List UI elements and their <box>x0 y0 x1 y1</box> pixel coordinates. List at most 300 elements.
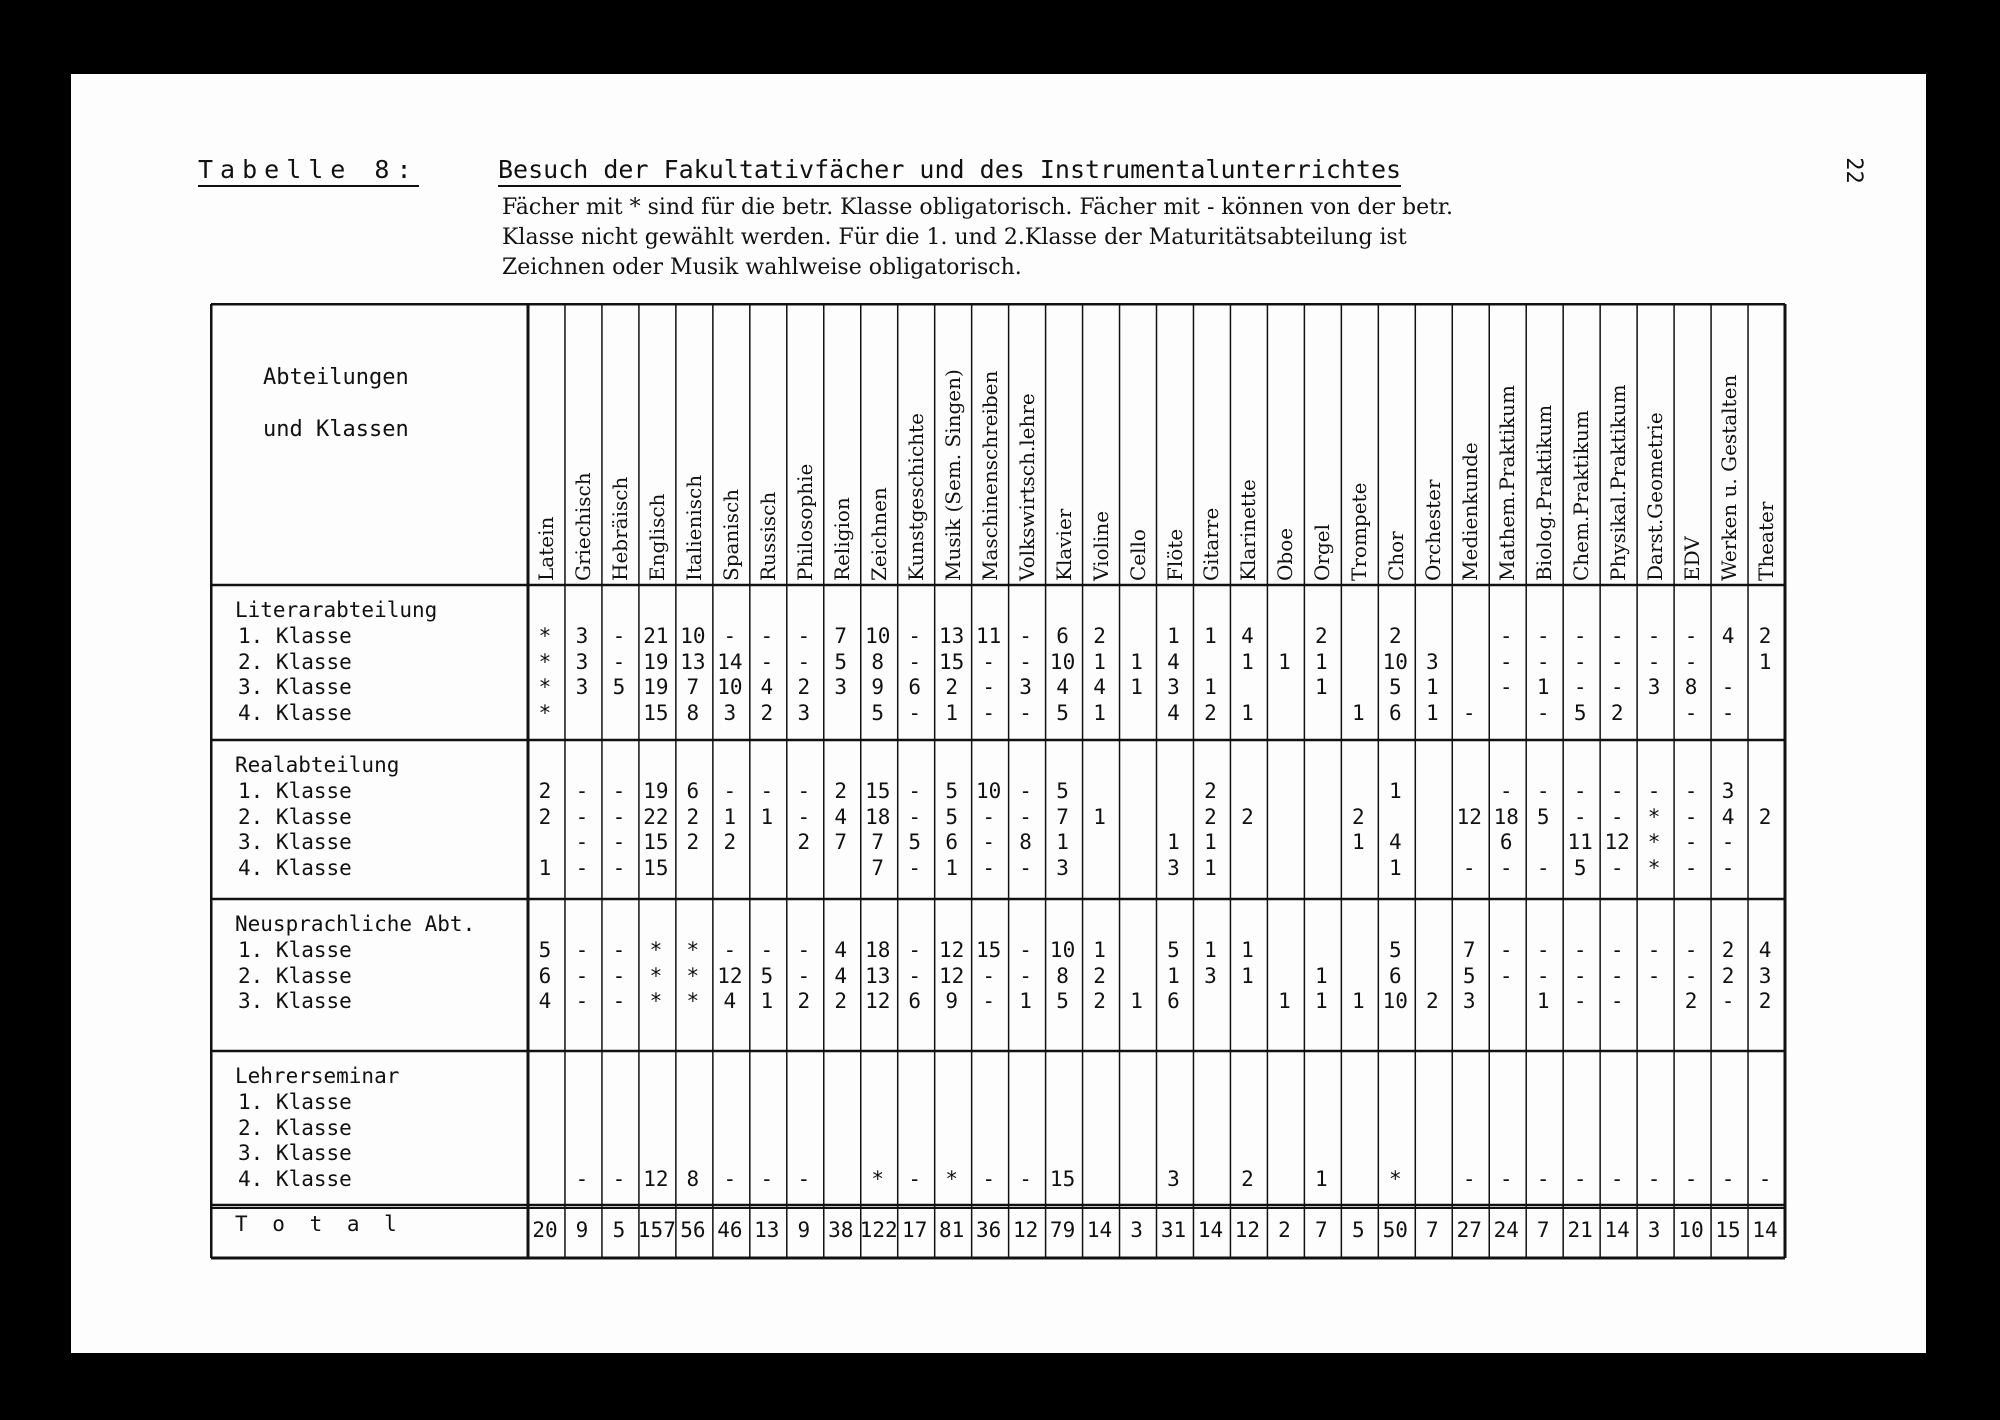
table-cell: - <box>1019 855 1032 880</box>
table-cell: 7 <box>871 855 885 880</box>
table-cell: * <box>649 963 663 988</box>
total-cell: 12 <box>1234 1218 1261 1242</box>
table-cell: - <box>797 963 811 988</box>
table-cell: - <box>1610 779 1624 803</box>
table-cell: 2 <box>1758 804 1772 829</box>
table-cell: 1 <box>1130 649 1143 674</box>
table-cell: - <box>908 855 922 880</box>
table-cell: 4 <box>760 675 774 699</box>
table-cell: 1 <box>945 855 958 880</box>
table-cell: 1 <box>1093 700 1106 725</box>
table-cell: 7 <box>834 624 848 648</box>
table-cell: 10 <box>865 624 891 648</box>
subject-label: Musik (Sem. Singen) <box>940 369 965 581</box>
subject-header <box>1122 301 1152 581</box>
total-cell: 15 <box>1715 1218 1741 1242</box>
table-cell: - <box>612 624 626 648</box>
total-cell: 9 <box>575 1218 589 1242</box>
table-cell: - <box>612 830 626 854</box>
table-cell: 3 <box>1167 1166 1180 1191</box>
table-cell: - <box>760 779 774 803</box>
subject-header <box>1011 301 1041 581</box>
table-cell: 3 <box>1167 855 1180 880</box>
total-cell: 50 <box>1382 1218 1408 1242</box>
table-cell: - <box>908 1166 922 1191</box>
table-cell: - <box>723 779 737 803</box>
subject-header <box>530 301 560 581</box>
table-cell: 2 <box>797 830 811 854</box>
table-cell: - <box>723 624 737 648</box>
table-cell: - <box>1610 938 1624 962</box>
subject-label: Flöte <box>1162 528 1187 581</box>
table-cell: 4 <box>834 963 848 988</box>
subject-label: Cello <box>1125 529 1150 581</box>
table-cell: 5 <box>945 779 958 803</box>
total-cell: 79 <box>1049 1218 1076 1242</box>
table-cell: 6 <box>1167 989 1180 1013</box>
subject-header <box>789 301 819 581</box>
subject-header <box>1380 301 1410 581</box>
table-cell: - <box>1610 624 1624 648</box>
table-cell: 2 <box>1093 989 1106 1013</box>
table-cell: - <box>1721 675 1735 699</box>
subject-label: Griechisch <box>570 472 595 581</box>
table-cell: - <box>760 624 774 648</box>
header-und-klassen: und Klassen <box>263 417 409 442</box>
table-cell: 5 <box>1573 700 1587 725</box>
subject-header <box>1417 301 1447 581</box>
total-cell: 56 <box>680 1218 706 1242</box>
table-cell: 1 <box>1167 830 1180 854</box>
table-cell: 5 <box>945 804 958 829</box>
total-cell: 20 <box>532 1218 558 1242</box>
table-cell: - <box>1462 1166 1476 1191</box>
table-cell: - <box>797 779 811 803</box>
subject-label: Klarinette <box>1236 479 1261 581</box>
table-cell: 1 <box>538 855 552 880</box>
table-cell: 13 <box>865 963 891 988</box>
note-line-3: Zeichnen oder Musik wahlweise obligatorisch. <box>502 255 1022 280</box>
table-cell: 1 <box>1241 963 1254 988</box>
table-cell: - <box>1610 989 1624 1013</box>
table-cell: 2 <box>797 675 811 699</box>
subject-label: Darst.Geometrie <box>1643 412 1668 581</box>
table-cell: 7 <box>871 830 885 854</box>
subject-label: Theater <box>1754 501 1779 581</box>
table-cell: - <box>575 1166 589 1191</box>
table-cell: - <box>1499 855 1513 880</box>
table-cell: 2 <box>538 804 552 829</box>
table-cell: 1 <box>760 804 774 829</box>
table-cell: 2 <box>834 779 848 803</box>
table-cell: * <box>538 649 552 674</box>
subject-header <box>567 301 597 581</box>
table-cell: 4 <box>1056 675 1069 699</box>
table-cell: - <box>1684 963 1698 988</box>
subject-label: Volkswirtsch.lehre <box>1014 393 1039 581</box>
table-cell: 12 <box>643 1166 669 1191</box>
table-cell: - <box>723 1166 737 1191</box>
table-cell: 3 <box>1056 855 1069 880</box>
table-cell: - <box>982 804 995 829</box>
table-cell: - <box>1573 1166 1587 1191</box>
table-cell: * <box>945 1166 958 1191</box>
table-cell: 19 <box>643 649 669 674</box>
table-cell: - <box>908 700 922 725</box>
table-cell: 2 <box>1758 989 1772 1013</box>
table-cell: 1 <box>1093 649 1106 674</box>
table-cell: 1 <box>1536 675 1550 699</box>
table-cell: 2 <box>760 700 774 725</box>
table-cell: 2 <box>1721 938 1735 962</box>
total-cell: 14 <box>1197 1218 1224 1242</box>
table-cell: 11 <box>1567 830 1593 854</box>
table-cell: - <box>1684 855 1698 880</box>
table-cell: 2 <box>1204 779 1217 803</box>
table-cell: - <box>612 989 626 1013</box>
table-cell: 2 <box>1758 624 1772 648</box>
table-cell: - <box>1721 700 1735 725</box>
table-cell: 15 <box>1049 1166 1076 1191</box>
table-cell: 2 <box>723 830 737 854</box>
table-cell: 18 <box>865 938 891 962</box>
row-label: 3. Klasse <box>238 1141 352 1165</box>
table-cell: 12 <box>865 989 891 1013</box>
subject-label: Gitarre <box>1199 507 1224 581</box>
table-cell: - <box>1499 779 1513 803</box>
table-cell: 7 <box>834 830 848 854</box>
table-cell: 2 <box>1204 700 1217 725</box>
table-cell: * <box>538 624 552 648</box>
subject-header <box>678 301 708 581</box>
total-cell: 21 <box>1567 1218 1593 1242</box>
subject-header <box>1343 301 1373 581</box>
table-cell: 5 <box>1388 938 1402 962</box>
table-cell: 13 <box>680 649 706 674</box>
table-cell: 1 <box>1352 700 1365 725</box>
table-cell: - <box>1647 938 1661 962</box>
table-cell: - <box>1499 649 1513 674</box>
table-cell: 1 <box>1278 649 1291 674</box>
table-cell: - <box>1536 624 1550 648</box>
table-cell: - <box>1019 624 1032 648</box>
table-cell: - <box>1499 1166 1513 1191</box>
table-cell: - <box>1573 963 1587 988</box>
table-cell: 22 <box>643 804 669 829</box>
table-cell: 6 <box>1388 700 1402 725</box>
subject-header <box>1232 301 1262 581</box>
subject-label: Physikal.Praktikum <box>1606 384 1631 581</box>
table-cell: 2 <box>1093 963 1106 988</box>
table-cell: 6 <box>1056 624 1069 648</box>
table-cell: - <box>1684 649 1698 674</box>
table-cell: 5 <box>834 649 848 674</box>
note-line-1: Fächer mit * sind für die betr. Klasse obligatorisch. Fächer mit - können von der betr. <box>502 195 1454 220</box>
table-cell: 10 <box>717 675 743 699</box>
table-cell: - <box>612 963 626 988</box>
table-cell: 5 <box>538 938 552 962</box>
table-cell: 1 <box>1130 989 1143 1013</box>
total-cell: 3 <box>1130 1218 1143 1242</box>
table-cell: 2 <box>1315 624 1328 648</box>
table-cell: 1 <box>1204 855 1217 880</box>
table-cell: 1 <box>760 989 774 1013</box>
row-label: 3. Klasse <box>238 830 352 854</box>
subject-header <box>826 301 856 581</box>
table-cell: - <box>1536 779 1550 803</box>
table-cell: - <box>723 938 737 962</box>
subject-header <box>1306 301 1336 581</box>
table-cell: 1 <box>1204 938 1217 962</box>
table-cell: - <box>908 963 922 988</box>
table-cell: 1 <box>1093 804 1106 829</box>
total-cell: 27 <box>1456 1218 1482 1242</box>
subject-label: Italienisch <box>681 474 706 581</box>
table-cell: 5 <box>908 830 922 854</box>
row-label: 2. Klasse <box>238 804 352 829</box>
table-cell: * <box>1647 804 1661 829</box>
table-cell: - <box>797 1166 811 1191</box>
table-cell: 7 <box>1462 938 1476 962</box>
table-cell: - <box>1536 963 1550 988</box>
subject-header <box>863 301 893 581</box>
table-cell: - <box>760 649 774 674</box>
table-cell: 2 <box>1093 624 1106 648</box>
table-cell: - <box>982 675 995 699</box>
table-cell: 4 <box>1093 675 1106 699</box>
table-cell: - <box>797 938 811 962</box>
subject-header <box>1195 301 1225 581</box>
table-cell: 4 <box>1758 938 1772 962</box>
total-cell: 10 <box>1678 1218 1704 1242</box>
subject-label: Religion <box>829 497 854 581</box>
table-cell: - <box>1019 779 1032 803</box>
table-cell: - <box>1721 1166 1735 1191</box>
table-cell: 19 <box>643 675 669 699</box>
row-label: 2. Klasse <box>238 649 352 674</box>
table-cell: 2 <box>1425 989 1439 1013</box>
row-label: 4. Klasse <box>238 1166 352 1191</box>
table-cell: 3 <box>575 624 589 648</box>
table-cell: - <box>797 649 811 674</box>
table-cell: 6 <box>1388 963 1402 988</box>
table-cell: - <box>982 1166 995 1191</box>
subject-label: Chem.Praktikum <box>1569 410 1594 581</box>
total-cell: 13 <box>754 1218 780 1242</box>
table-cell: 1 <box>1093 938 1106 962</box>
total-cell: 81 <box>939 1218 965 1242</box>
table-cell: - <box>982 963 995 988</box>
table-cell: - <box>575 989 589 1013</box>
subject-label: Chor <box>1384 531 1409 581</box>
table-cell: - <box>1610 855 1624 880</box>
subject-label: Trompete <box>1347 482 1372 581</box>
table-cell: 5 <box>1388 675 1402 699</box>
table-cell: 4 <box>1167 700 1180 725</box>
subject-label: EDV <box>1680 536 1705 581</box>
table-cell: 3 <box>1758 963 1772 988</box>
table-cell: - <box>1721 855 1735 880</box>
table-cell: - <box>1573 938 1587 962</box>
table-cell: 1 <box>1167 624 1180 648</box>
subject-label: Maschinenschreiben <box>977 370 1002 581</box>
table-cell: 1 <box>1167 963 1180 988</box>
table-cell: 1 <box>1241 938 1254 962</box>
table-cell: - <box>908 938 922 962</box>
table-cell: 1 <box>1019 989 1032 1013</box>
table-cell: 15 <box>643 830 669 854</box>
subject-header <box>1491 301 1521 581</box>
subject-header <box>1750 301 1780 581</box>
subject-label: Philosophie <box>792 463 817 581</box>
table-cell: - <box>797 804 811 829</box>
subject-label: Medienkunde <box>1458 442 1483 581</box>
table-cell: 1 <box>1241 649 1254 674</box>
table-cell: - <box>982 700 995 725</box>
table-cell: 2 <box>686 804 700 829</box>
table-cell: 15 <box>939 649 965 674</box>
table-cell: - <box>1462 700 1476 725</box>
table-cell: 1 <box>1352 830 1365 854</box>
total-cell: 17 <box>902 1218 928 1242</box>
table-cell: * <box>1647 830 1661 854</box>
row-label: 3. Klasse <box>238 989 352 1013</box>
table-cell: 8 <box>1684 675 1698 699</box>
table-cell: 4 <box>1388 830 1402 854</box>
subject-label: Englisch <box>644 493 669 581</box>
row-label: 1. Klasse <box>238 779 352 803</box>
table-cell: - <box>1462 855 1476 880</box>
table-cell: 10 <box>1382 649 1408 674</box>
table-cell: - <box>1610 804 1624 829</box>
table-cell: - <box>1573 804 1587 829</box>
table-cell: 12 <box>1456 804 1482 829</box>
table-cell: - <box>760 938 774 962</box>
subject-header <box>1159 301 1189 581</box>
table-cell: - <box>1684 804 1698 829</box>
table-cell: * <box>538 675 552 699</box>
table-cell: 2 <box>686 830 700 854</box>
table-cell: 4 <box>1167 649 1180 674</box>
table-cell: - <box>1684 624 1698 648</box>
table-cell: 2 <box>1684 989 1698 1013</box>
subject-label: Kunstgeschichte <box>903 413 928 581</box>
table-cell: 5 <box>1573 855 1587 880</box>
table-cell: 1 <box>1388 855 1402 880</box>
table-cell: 19 <box>643 779 669 803</box>
table-title: Besuch der Fakultativfächer und des Instrumentalunterrichtes <box>498 155 1401 187</box>
table-cell: 1 <box>1425 700 1439 725</box>
table-cell: - <box>982 649 995 674</box>
subject-label: Oboe <box>1273 527 1298 581</box>
row-label: 1. Klasse <box>238 624 352 648</box>
table-cell: - <box>1684 830 1698 854</box>
table-cell: - <box>908 624 922 648</box>
table-cell: 7 <box>686 675 700 699</box>
subject-header <box>1676 301 1706 581</box>
table-cell: 1 <box>1315 649 1328 674</box>
table-cell: * <box>686 963 700 988</box>
table-cell: 5 <box>612 675 626 699</box>
table-cell: 6 <box>908 989 922 1013</box>
table-cell: * <box>686 938 700 962</box>
table-cell: 1 <box>1315 963 1328 988</box>
total-cell: 31 <box>1160 1218 1187 1242</box>
total-cell: 24 <box>1493 1218 1519 1242</box>
total-cell: 3 <box>1647 1218 1661 1242</box>
table-cell: - <box>1019 938 1032 962</box>
total-cell: 36 <box>975 1218 1002 1242</box>
table-cell: - <box>760 1166 774 1191</box>
table-cell: - <box>1536 700 1550 725</box>
subject-header <box>641 301 671 581</box>
subject-label: Orgel <box>1310 524 1335 581</box>
table-cell: 3 <box>575 649 589 674</box>
table-cell: - <box>612 649 626 674</box>
table-cell: - <box>1647 963 1661 988</box>
subject-header <box>1713 301 1743 581</box>
table-cell: 14 <box>717 649 743 674</box>
table-cell: 3 <box>1167 675 1180 699</box>
table-cell: 3 <box>1019 675 1032 699</box>
table-label: Tabelle 8: <box>198 155 419 187</box>
total-cell: 122 <box>859 1218 898 1242</box>
table-cell: 1 <box>1352 989 1365 1013</box>
subject-header <box>974 301 1004 581</box>
table-cell: 1 <box>945 700 958 725</box>
table-cell: 5 <box>1056 989 1069 1013</box>
table-cell: 5 <box>1462 963 1476 988</box>
total-cell: 157 <box>637 1218 676 1242</box>
table-cell: * <box>686 989 700 1013</box>
table-cell: 1 <box>1204 624 1217 648</box>
table-cell: - <box>1499 963 1513 988</box>
table-cell: 5 <box>1536 804 1550 829</box>
table-cell: 2 <box>945 675 958 699</box>
total-cell: 5 <box>612 1218 626 1242</box>
table-cell: 8 <box>686 1166 700 1191</box>
table-cell: - <box>1499 624 1513 648</box>
table-cell: 2 <box>797 989 811 1013</box>
table-cell: 3 <box>1647 675 1661 699</box>
row-label: 3. Klasse <box>238 675 352 699</box>
total-cell: 7 <box>1315 1218 1328 1242</box>
total-cell: 46 <box>717 1218 743 1242</box>
table-cell: 8 <box>686 700 700 725</box>
table-cell: 10 <box>975 779 1002 803</box>
subject-label: Hebräisch <box>607 476 632 581</box>
table-cell: 4 <box>1721 624 1735 648</box>
table-cell: 4 <box>538 989 552 1013</box>
table-cell: 8 <box>871 649 885 674</box>
total-cell: 7 <box>1536 1218 1550 1242</box>
subject-header <box>1048 301 1078 581</box>
subject-label: Spanisch <box>718 488 743 581</box>
table-cell: 2 <box>1241 1166 1254 1191</box>
table-cell: 21 <box>643 624 669 648</box>
row-label: 1. Klasse <box>238 1090 352 1114</box>
table-cell: - <box>612 938 626 962</box>
table-cell: 2 <box>1610 700 1624 725</box>
subject-header <box>1565 301 1595 581</box>
table-cell: 3 <box>1462 989 1476 1013</box>
note-line-2: Klasse nicht gewählt werden. Für die 1. und 2.Klasse der Maturitätsabteilung ist <box>502 225 1407 250</box>
section-name: Lehrerseminar <box>235 1064 400 1088</box>
table-cell: 5 <box>1056 700 1069 725</box>
subject-label: Orchester <box>1421 479 1446 581</box>
table-cell: - <box>612 804 626 829</box>
table-cell: 7 <box>1056 804 1069 829</box>
